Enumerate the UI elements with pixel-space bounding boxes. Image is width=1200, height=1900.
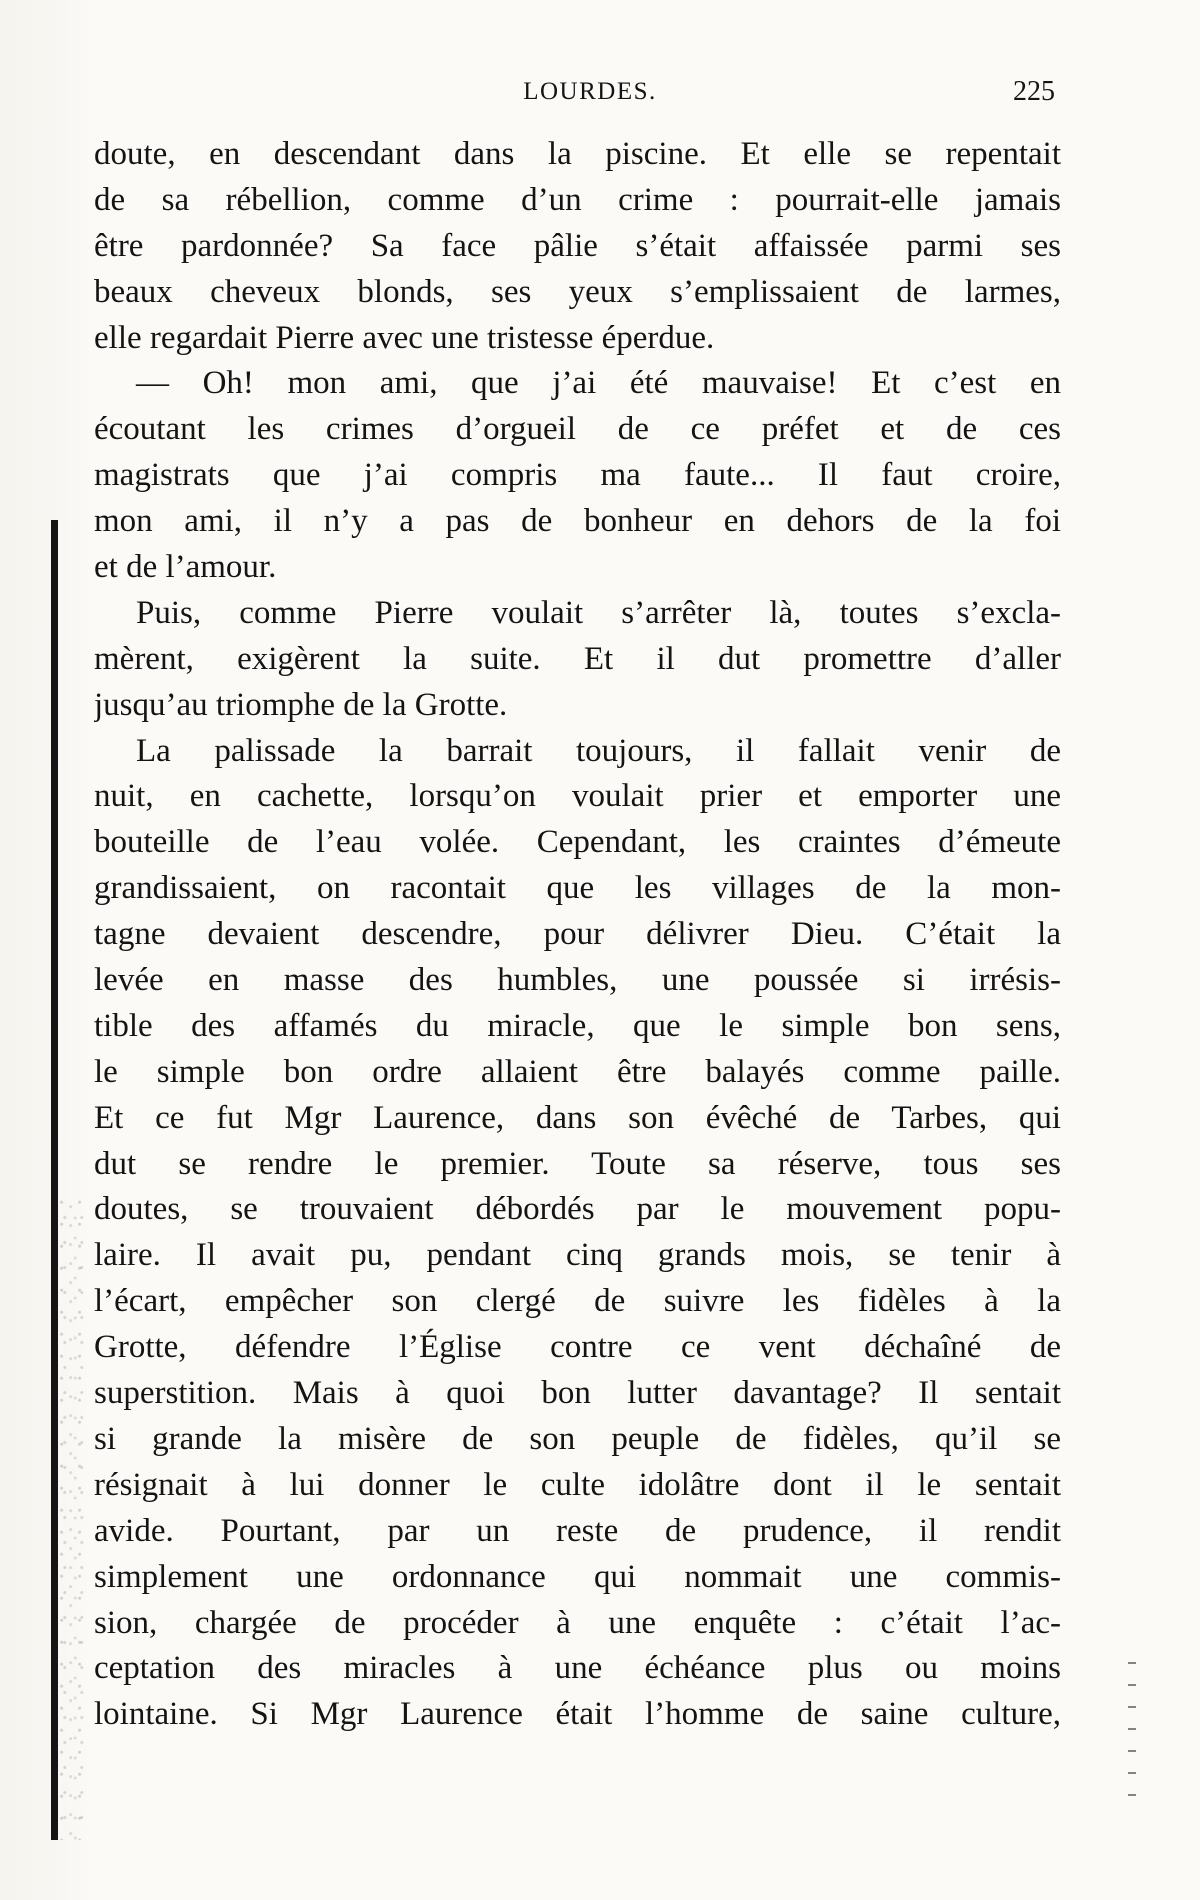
text-line: magistrats que j’ai compris ma faute... Il faut croire, — [94, 457, 1061, 494]
text-line: résignait à lui donner le culte idolâtre dont il le sentait — [94, 1466, 1061, 1503]
binding-speckle — [58, 1200, 88, 1840]
text-line: et de l’amour. — [94, 549, 277, 586]
text-line: sion, chargée de procéder à une enquête : c’était l’ac- — [94, 1604, 1061, 1641]
page-number: 225 — [1013, 76, 1055, 107]
text-line: si grande la misère de son peuple de fidèles, qu’il se — [94, 1420, 1061, 1457]
text-line: avide. Pourtant, par un reste de prudence, il rendit — [94, 1512, 1061, 1549]
text-line: être pardonnée? Sa face pâlie s’était affaissée parmi ses — [94, 227, 1061, 264]
margin-ticks — [1128, 1650, 1136, 1860]
text-line: Et ce fut Mgr Laurence, dans son évêché de Tarbes, qui — [94, 1099, 1061, 1136]
text-line: simplement une ordonnance qui nommait une commis- — [94, 1558, 1061, 1595]
text-line: laire. Il avait pu, pendant cinq grands mois, se tenir à — [94, 1237, 1061, 1274]
text-line: Puis, comme Pierre voulait s’arrêter là, toutes s’excla- — [136, 594, 1061, 631]
text-line: La palissade la barrait toujours, il fallait venir de — [136, 732, 1061, 769]
text-line: elle regardait Pierre avec une tristesse éperdue. — [94, 319, 715, 356]
main-text — [94, 132, 1061, 1738]
text-line: de sa rébellion, comme d’un crime : pourrait-elle jamais — [94, 181, 1061, 218]
running-title: LOURDES. — [523, 78, 657, 105]
text-line: beaux cheveux blonds, ses yeux s’emplissaient de larmes, — [94, 273, 1061, 310]
text-line: tible des affamés du miracle, que le simple bon sens, — [94, 1007, 1061, 1044]
text-line: l’écart, empêcher son clergé de suivre les fidèles à la — [94, 1283, 1061, 1320]
text-line: tagne devaient descendre, pour délivrer Dieu. C’était la — [94, 916, 1061, 953]
text-line: mon ami, il n’y a pas de bonheur en dehors de la foi — [94, 503, 1061, 540]
text-line: grandissaient, on racontait que les villages de la mon- — [94, 870, 1061, 907]
text-line: doutes, se trouvaient débordés par le mouvement popu- — [94, 1191, 1061, 1228]
text-line: écoutant les crimes d’orgueil de ce préfet et de ces — [94, 411, 1061, 448]
text-line: Grotte, défendre l’Église contre ce vent déchaîné de — [94, 1329, 1061, 1366]
text-line: superstition. Mais à quoi bon lutter davantage? Il sentait — [94, 1375, 1061, 1412]
text-line: bouteille de l’eau volée. Cependant, les craintes d’émeute — [94, 824, 1061, 861]
text-line: ceptation des miracles à une échéance plus ou moins — [94, 1650, 1061, 1687]
text-line: le simple bon ordre allaient être balayés comme paille. — [94, 1053, 1061, 1090]
text-line: dut se rendre le premier. Toute sa réserve, tous ses — [94, 1145, 1061, 1182]
text-line: mèrent, exigèrent la suite. Et il dut promettre d’aller — [94, 640, 1061, 677]
text-line: — Oh! mon ami, que j’ai été mauvaise! Et c’est en — [136, 365, 1061, 402]
binding-edge — [51, 520, 58, 1840]
text-line: nuit, en cachette, lorsqu’on voulait prier et emporter une — [94, 778, 1061, 815]
text-line: doute, en descendant dans la piscine. Et elle se repentait — [94, 136, 1061, 172]
text-line: jusqu’au triomphe de la Grotte. — [94, 686, 508, 723]
text-line: levée en masse des humbles, une poussée si irrésis- — [94, 962, 1061, 999]
text-line: lointaine. Si Mgr Laurence était l’homme de saine culture, — [94, 1696, 1061, 1733]
